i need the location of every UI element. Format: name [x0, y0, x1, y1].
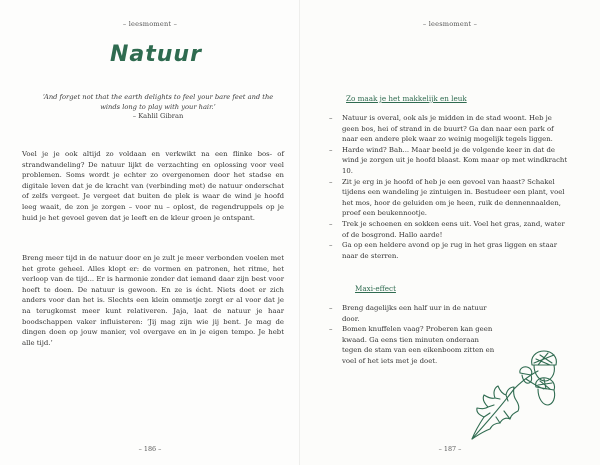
epigraph-quote — [40, 93, 276, 122]
list-item: – Zit je erg in je hoofd of heb je een gevoel van haast? Schakel tijdens een wandeling je zintuigen in. Bestudeer een plant, voel het mos, hoor de geluiden om je heen, ruik de dennennaalden, proef een beukennootje. — [329, 177, 565, 218]
running-head-right: – leesmoment – — [422, 20, 478, 28]
list-item: – Ga op een heldere avond op je rug in het gras liggen en staar naar de sterren. — [329, 241, 558, 260]
tips-list — [329, 113, 569, 261]
list-item: – Breng dagelijks een half uur in de natuur door. — [329, 304, 487, 323]
right-page — [300, 0, 600, 465]
quote-author: – Kahlil Gibran — [132, 112, 184, 121]
section-title-maxi-effect: Maxi-effect — [355, 284, 396, 293]
paragraph-1: Voel je je ook altijd zo voldaan en verkwikt na een flinke bos- of strandwandeling? De natuur lijkt de verzachting en oplossing voor veel problemen. Soms wordt je echter zo overgenomen door het stadse en digitale leven dat je de kracht van (verbinding met) de natuur onderschat of zelfs vergeet. Je vergeet dat buiten de plek is waar de wind je hoofd leeg waait, de zon je zorgen – voor nu – oplost, de regendruppels op je huid je het gevoel geven dat je leeft en de kleur groen je ontspant. — [22, 150, 284, 222]
list-item: – Natuur is overal, ook als je midden in de stad woont. Heb je geen bos, hei of strand in de buurt? Ga dan naar een park of naar een andere plek waar zo weinig mogelijk tegels liggen. — [329, 114, 554, 144]
page-title: Natuur — [110, 42, 202, 67]
list-item: – Harde wind? Bah... Maar beeld je de volgende keer in dat de wind je zorgen uit je hoofd blaast. Kom maar op met windkracht 10. — [329, 145, 568, 175]
section-title-tips: Zo maak je het makkelijk en leuk — [346, 94, 467, 103]
page-number-left: – 186 – — [138, 445, 162, 453]
paragraph-2: Breng meer tijd in de natuur door en je zult je meer verbonden voelen met het grote geheel. Alles klopt er: de vormen en patronen, het ritme, het verloop van de tijd... Er is harmonie zonder dat iemand daar zijn best voor hoeft te doen. De natuur is gewoon. En ze is écht. Niets doet er zich anders voor dan het is. Slechts een klein ommetje zorgt er al voor dat je na terugkomst meer kunt relativeren. Jaja, laat de natuur je haar boodschappen vaker influisteren: ‘Jij mag zijn wie jij bent. Je mag de dingen doen op jouw manier, vol overgave en in je eigen tempo. Je hebt alle tijd.’ — [22, 254, 284, 347]
acorn-oak-leaf-illustration — [466, 343, 566, 445]
list-item: – Bomen knuffelen vaag? Proberen kan geen kwaad. Ga eens tien minuten onderaan tegen de stam van een eikenboom zitten en voel of het iets met je doet. — [329, 325, 495, 365]
list-item: – Trek je schoenen en sokken eens uit. Voel het gras, zand, water of de bosgrond. Hallo aarde! — [329, 219, 565, 239]
running-head-left: – leesmoment – — [122, 20, 178, 28]
quote-text: ‘And forget not that the earth delights to feel your bare feet and the winds long to play with your hair.’ — [42, 93, 274, 111]
page-number-right: – 187 – — [438, 445, 462, 453]
